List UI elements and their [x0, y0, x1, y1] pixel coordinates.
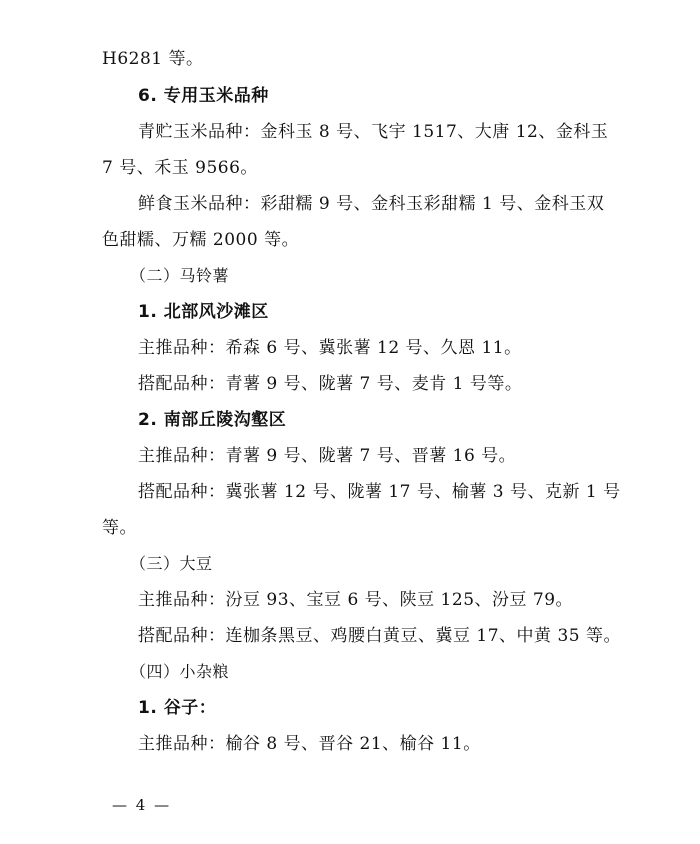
page-number: — 4 —: [112, 796, 172, 814]
subsection-heading-millet: 1. 谷子：: [138, 698, 217, 718]
text-line-fresh-corn-cont: 色甜糯、万糯 2000 等。: [102, 230, 300, 250]
subsection-heading-south: 2. 南部丘陵沟壑区: [138, 410, 287, 430]
text-line-north-main: 主推品种：希森 6 号、冀张薯 12 号、久恩 11。: [138, 338, 522, 358]
text-line-south-supp: 搭配品种：冀张薯 12 号、陇薯 17 号、榆薯 3 号、克新 1 号: [138, 482, 621, 502]
text-line-south-supp-cont: 等。: [102, 518, 137, 538]
text-line-north-supp: 搭配品种：青薯 9 号、陇薯 7 号、麦肯 1 号等。: [138, 374, 523, 394]
text-line-soybean-main: 主推品种：汾豆 93、宝豆 6 号、陕豆 125、汾豆 79。: [138, 590, 574, 610]
section-heading-special-corn: 6. 专用玉米品种: [138, 86, 269, 106]
text-line-silage-corn: 青贮玉米品种：金科玉 8 号、飞宇 1517、大唐 12、金科玉: [138, 122, 609, 142]
section-heading-minor-grains: （四）小杂粮: [130, 662, 230, 681]
text-line-1: H6281 等。: [102, 49, 204, 69]
text-line-silage-corn-cont: 7 号、禾玉 9566。: [102, 158, 258, 178]
section-heading-potato: （二）马铃薯: [130, 266, 230, 285]
text-line-south-main: 主推品种：青薯 9 号、陇薯 7 号、晋薯 16 号。: [138, 446, 517, 466]
text-line-soybean-supp: 搭配品种：连枷条黑豆、鸡腰白黄豆、冀豆 17、中黄 35 等。: [138, 626, 621, 646]
section-heading-soybean: （三）大豆: [130, 554, 213, 573]
text-line-fresh-corn: 鲜食玉米品种：彩甜糯 9 号、金科玉彩甜糯 1 号、金科玉双: [138, 194, 605, 214]
text-line-millet-main: 主推品种：榆谷 8 号、晋谷 21、榆谷 11。: [138, 734, 481, 754]
subsection-heading-north: 1. 北部风沙滩区: [138, 302, 269, 322]
